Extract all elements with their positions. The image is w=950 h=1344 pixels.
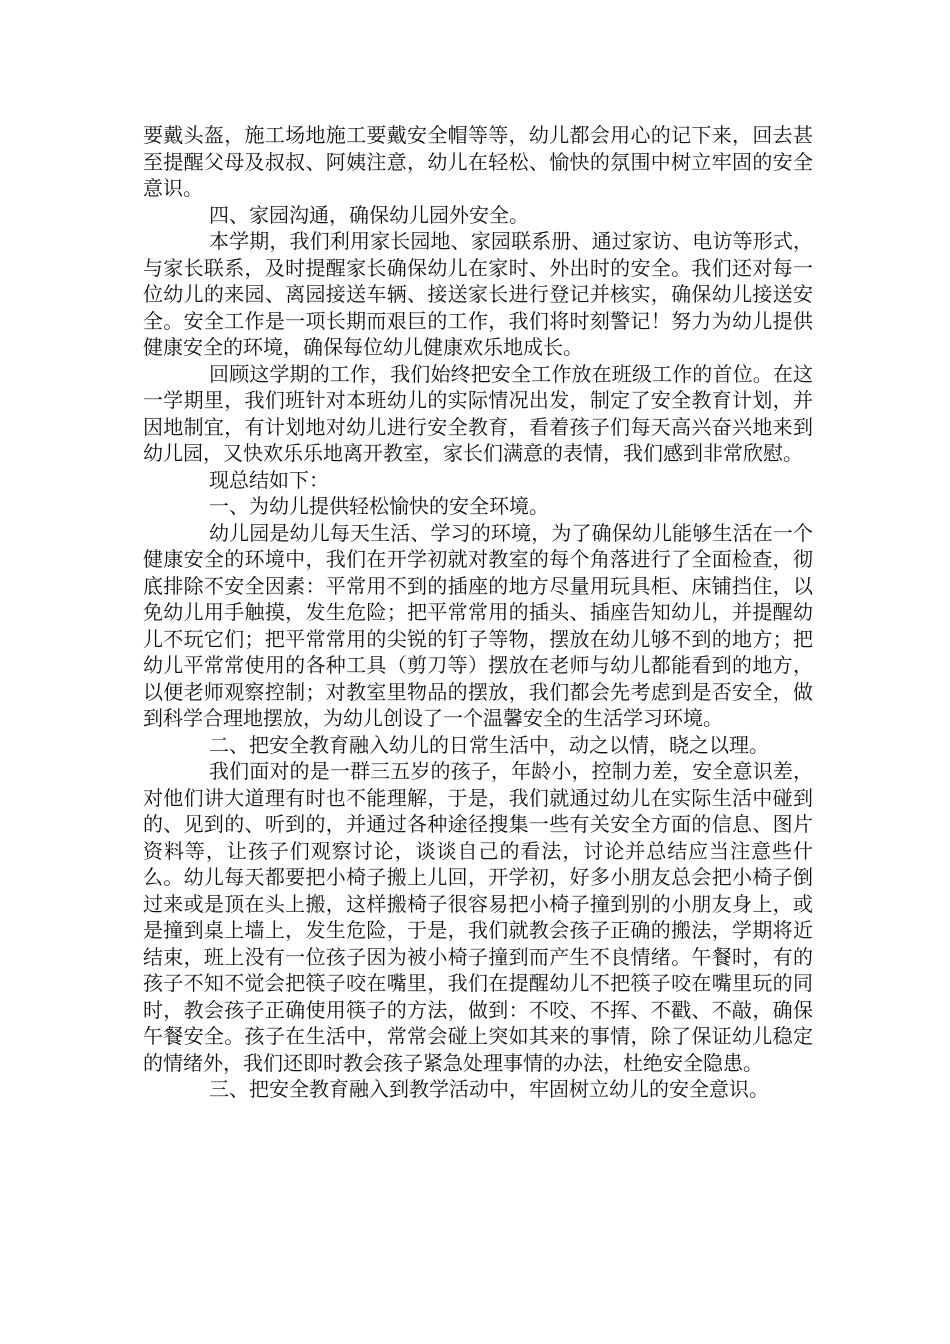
section-heading-daily-life: 二、把安全教育融入幼儿的日常生活中，动之以情，晓之以理。 xyxy=(209,732,769,757)
section-heading-home-communication: 四、家园沟通，确保幼儿园外安全。 xyxy=(209,202,529,227)
paragraph-daily-life: 我们面对的是一群三五岁的孩子，年龄小，控制力差，安全意识差，对他们讲大道理有时也不能理解，于是，我们就通过幼儿在实际生活中碰到的、见到的、听到的，并通过各种途径搜集一些有关安全方面的信息、图片资料等，让孩子们观察讨论，谈谈自己的看法，讨论并总结应当注意些什么。幼儿每天都要把小椅子搬上儿回，开学初，好多小朋友总会把小椅子倒过来或是顶在头上搬，这样搬椅子很容易把小椅子撞到别的小朋友身上，或是撞到桌上墙上，发生危险，于是，我们就教会孩子正确的搬法，学期将近结束，班上没有一位孩子因为被小椅子撞到而产生不良情绪。午餐时，有的孩子不知不觉会把筷子咬在嘴里，我们在提醒幼儿不把筷子咬在嘴里玩的同时，教会孩子正确使用筷子的方法，做到：不咬、不挥、不戳、不敲，确保午餐安全。孩子在生活中，常常会碰上突如其来的事情，除了保证幼儿稳定的情绪外，我们还即时教会孩子紧急处理事情的办法，杜绝安全隐患。 xyxy=(143,759,813,1075)
paragraph-review: 回顾这学期的工作，我们始终把安全工作放在班级工作的首位。在这一学期里，我们班针对本班幼儿的实际情况出发，制定了安全教育计划，并因地制宜，有计划地对幼儿进行安全教育，看着孩子们每天高兴奋兴地来到幼儿园，又快欢乐乐地离开教室，家长们满意的表情，我们感到非常欣慰。 xyxy=(143,361,813,465)
paragraph-continuation: 要戴头盔，施工场地施工要戴安全帽等等，幼儿都会用心的记下来，回去甚至提醒父母及叔叔、阿姨注意，幼儿在轻松、愉快的氛围中树立牢固的安全意识。 xyxy=(143,123,813,200)
section-heading-safe-environment: 一、为幼儿提供轻松愉快的安全环境。 xyxy=(209,494,549,518)
paragraph-parent-contact: 本学期，我们利用家长园地、家园联系册、通过家访、电访等形式，与家长联系，及时提醒家长确保幼儿在家时、外出时的安全。我们还对每一位幼儿的来园、离园接送车辆、接送家长进行登记并核实，确保幼儿接送安全。安全工作是一项长期而艰巨的工作，我们将时刻警记！努力为幼儿提供健康安全的环境，确保每位幼儿健康欢乐地成长。 xyxy=(143,229,813,359)
section-heading-teaching-activities: 三、把安全教育融入到教学活动中，牢固树立幼儿的安全意识。 xyxy=(209,1077,769,1101)
summary-intro: 现总结如下： xyxy=(209,467,329,492)
paragraph-safe-environment: 幼儿园是幼儿每天生活、学习的环境，为了确保幼儿能够生活在一个健康安全的环境中，我们在开学初就对教室的每个角落进行了全面检查，彻底排除不安全因素：平常用不到的插座的地方尽量用玩具柜、床铺挡住，以免幼儿用手触摸，发生危险；把平常常用的插头、插座告知幼儿，并提醒幼儿不玩它们；把平常常用的尖锐的钉子等物，摆放在幼儿够不到的地方；把幼儿平常常使用的各种工具（剪刀等）摆放在老师与幼儿都能看到的地方，以便老师观察控制；对教室里物品的摆放，我们都会先考虑到是否安全，做到科学合理地摆放，为幼儿创设了一个温馨安全的生活学习环境。 xyxy=(143,520,813,730)
document-body xyxy=(143,122,813,1103)
